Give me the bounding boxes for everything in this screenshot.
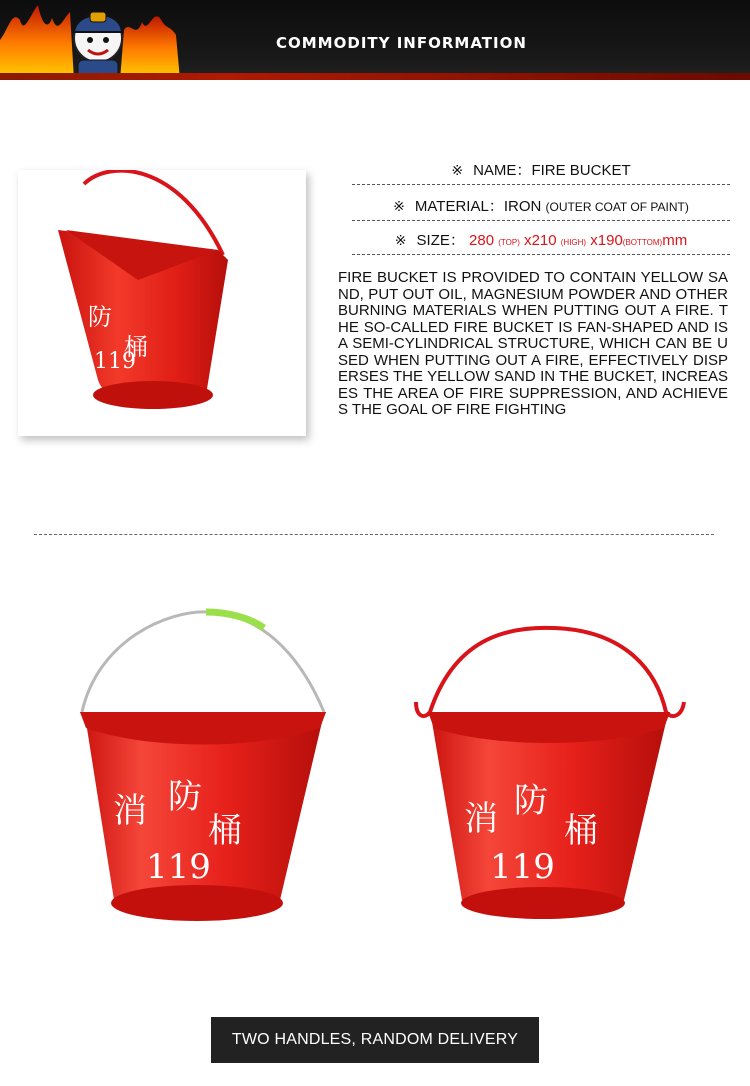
bucket-char-xiao: 消	[113, 791, 147, 831]
bucket-char-fang: 防	[168, 777, 202, 817]
product-main-photo	[18, 170, 306, 436]
spec-size-high-unit: (HIGH)	[560, 238, 587, 247]
spec-mark: ※	[451, 162, 464, 178]
bucket-char-fang: 防	[88, 303, 112, 331]
spec-name-row	[352, 156, 730, 185]
spec-name-value: FIRE BUCKET	[531, 162, 631, 179]
spec-material-label: MATERIAL：	[414, 198, 504, 215]
spec-mark: ※	[393, 198, 405, 214]
red-handle	[416, 628, 684, 716]
spec-size-high: x210	[524, 232, 557, 249]
spec-material-value: IRON	[503, 198, 542, 215]
wire-handle	[82, 612, 324, 712]
bucket-number: 119	[490, 847, 555, 887]
product-description: FIRE BUCKET IS PROVIDED TO CONTAIN YELLOW SAND, PUT OUT OIL, MAGNESIUM POWDER AND OTHER BURNING MATERIALS WHEN PUTTING OUT A FIRE. THE SO-CALLED FIRE BUCKET IS FAN-SHAPED AND IS A SEMI-CYLINDRICAL STRUCTURE, WHICH CAN BE USED WHEN PUTTING OUT A FIRE, EFFECTIVELY DISPERSES THE YELLOW SAND IN THE BUCKET, INCREASES THE AREA OF FIRE SUPPRESSION, AND ACHIEVES THE GOAL OF FIRE FIGHTING	[338, 269, 728, 418]
fire-bucket-image	[18, 170, 306, 436]
spec-size-top: 280	[469, 232, 495, 249]
firefighter-mascot-icon	[74, 12, 122, 78]
spec-material-note: (OUTER COAT OF PAINT)	[545, 200, 689, 214]
bucket-number: 119	[146, 847, 211, 887]
bucket-char-tong: 桶	[208, 811, 242, 851]
bucket-wire-handle-image	[58, 600, 348, 940]
banner-red-line	[0, 73, 750, 80]
spec-size-row	[352, 226, 730, 255]
handle-grip	[206, 612, 264, 628]
delivery-caption: TWO HANDLES, RANDOM DELIVERY	[211, 1017, 539, 1063]
spec-size-mm: mm	[662, 232, 688, 249]
spec-size-bottom: x190	[590, 232, 623, 249]
spec-mark: ※	[394, 232, 407, 248]
spec-size-top-unit: (TOP)	[498, 238, 520, 247]
flames-icon	[0, 0, 200, 80]
spec-name-label: NAME：	[473, 162, 532, 179]
bucket-char-fang: 防	[514, 781, 548, 821]
bucket-char-xiao: 消	[464, 799, 498, 839]
section-divider	[34, 534, 714, 535]
bucket-red-handle-image	[404, 620, 694, 940]
header-banner	[0, 0, 750, 80]
bucket-number: 119	[94, 349, 136, 374]
spec-size-bottom-unit: (BOTTOM)	[622, 238, 663, 247]
bucket-char-tong: 桶	[124, 333, 148, 361]
spec-size-label: SIZE：	[416, 232, 465, 249]
banner-title: COMMODITY INFORMATION	[276, 34, 527, 52]
spec-material-row	[352, 192, 730, 221]
bucket-char-tong: 桶	[564, 811, 598, 851]
